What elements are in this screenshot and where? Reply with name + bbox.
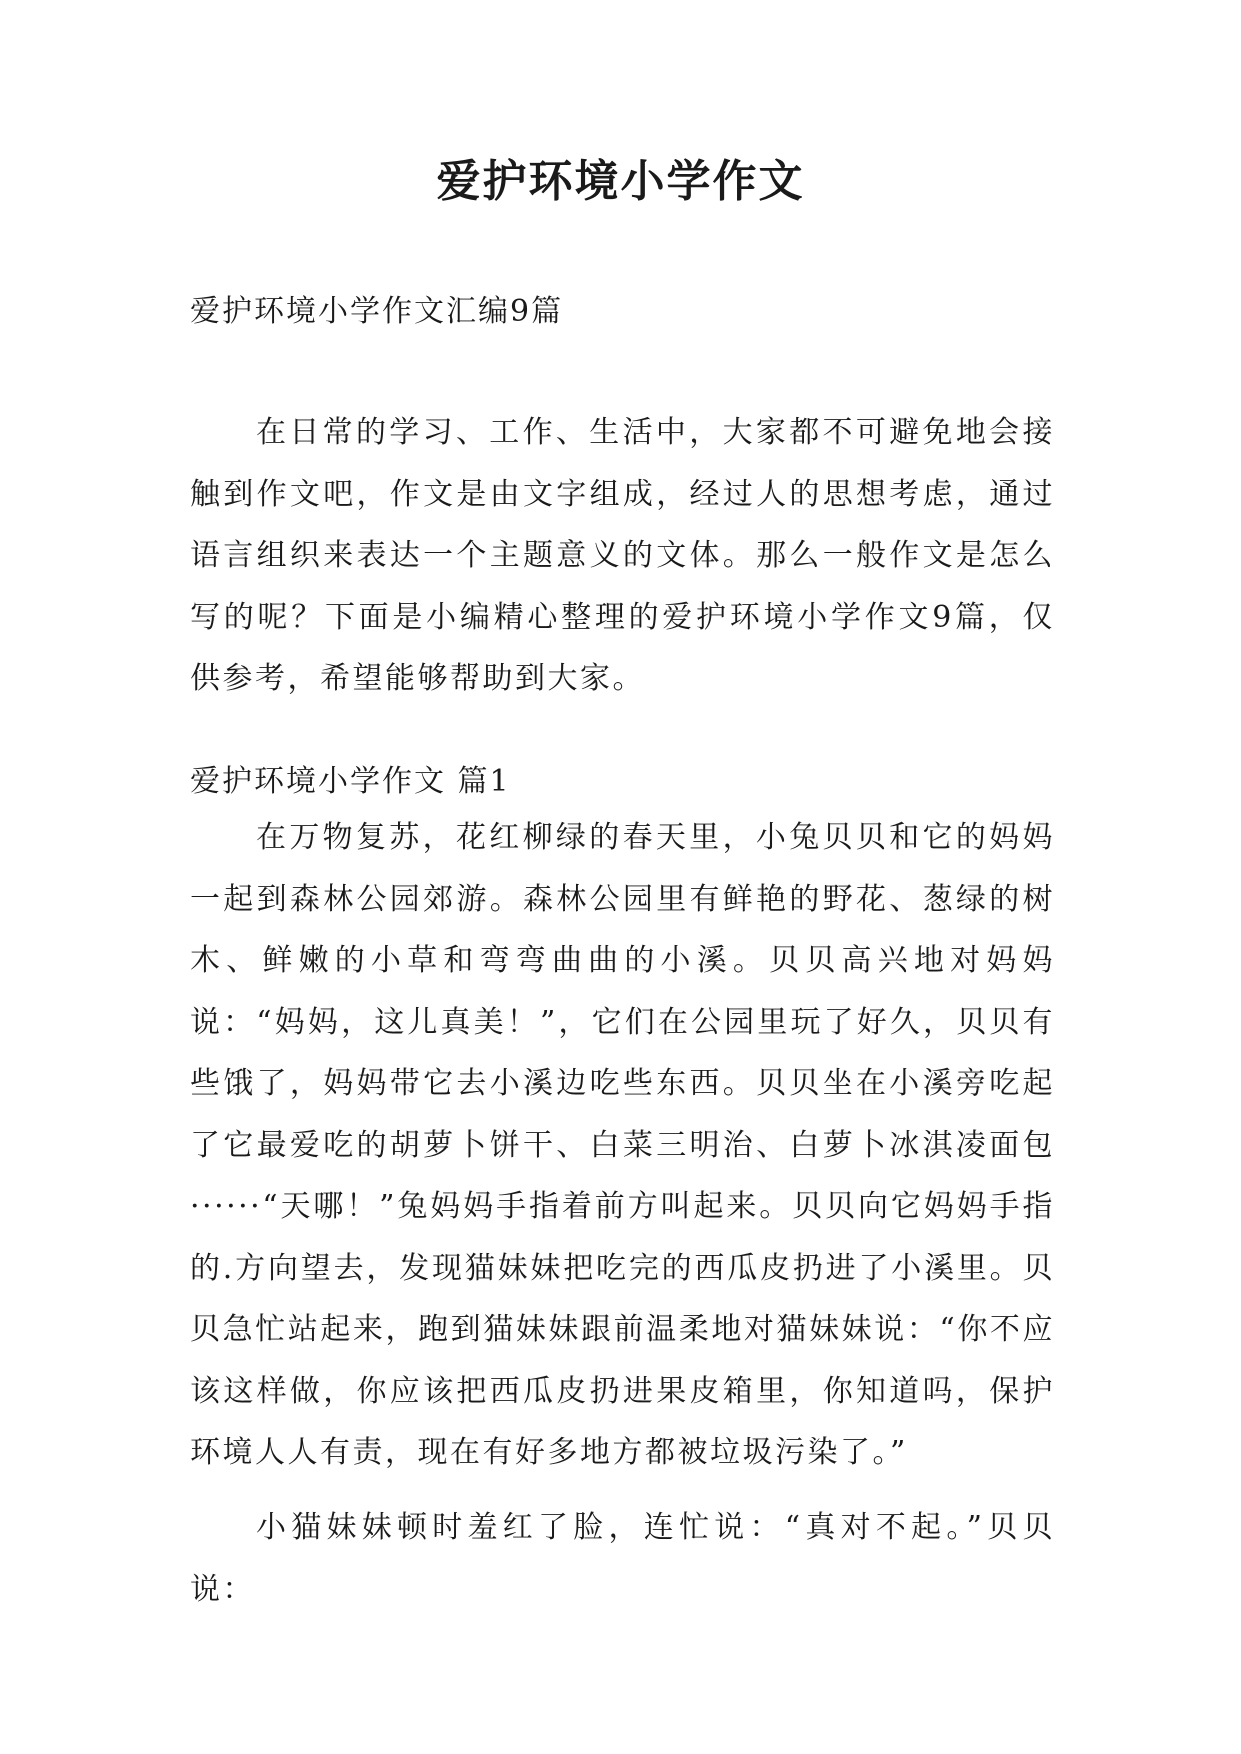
section-heading-1: 爱护环境小学作文 篇1 bbox=[190, 764, 511, 799]
intro-paragraph: 在日常的学习、工作、生活中，大家都不可避免地会接触到作文吧，作文是由文字组成，经过人的思想考虑，通过语言组织来表达一个主题意义的文体。那么一般作文是怎么写的呢？下面是小编精心整理的爱护环境小学作文9篇，仅供参考，希望能够帮助到大家。 bbox=[190, 415, 1055, 696]
section-1-paragraph-1: 在万物复苏，花红柳绿的春天里，小兔贝贝和它的妈妈一起到森林公园郊游。森林公园里有鲜艳的野花、葱绿的树木、鲜嫩的小草和弯弯曲曲的小溪。贝贝高兴地对妈妈说：“妈妈，这儿真美！”，它们在公园里玩了好久，贝贝有些饿了，妈妈带它去小溪边吃些东西。贝贝坐在小溪旁吃起了它最爱吃的胡萝卜饼干、白菜三明治、白萝卜冰淇凌面包······“天哪！”兔妈妈手指着前方叫起来。贝贝向它妈妈手指的.方向望去，发现猫妹妹把吃完的西瓜皮扔进了小溪里。贝贝急忙站起来，跑到猫妹妹跟前温柔地对猫妹妹说：“你不应该这样做，你应该把西瓜皮扔进果皮箱里，你知道吗，保护环境人人有责，现在有好多地方都被垃圾污染了。” bbox=[190, 820, 1055, 1470]
section-1-paragraph-2: 小猫妹妹顿时羞红了脸，连忙说：“真对不起。”贝贝说： bbox=[190, 1510, 1055, 1607]
document-title: 爱护环境小学作文 bbox=[436, 156, 805, 207]
document-subtitle: 爱护环境小学作文汇编9篇 bbox=[190, 294, 564, 329]
